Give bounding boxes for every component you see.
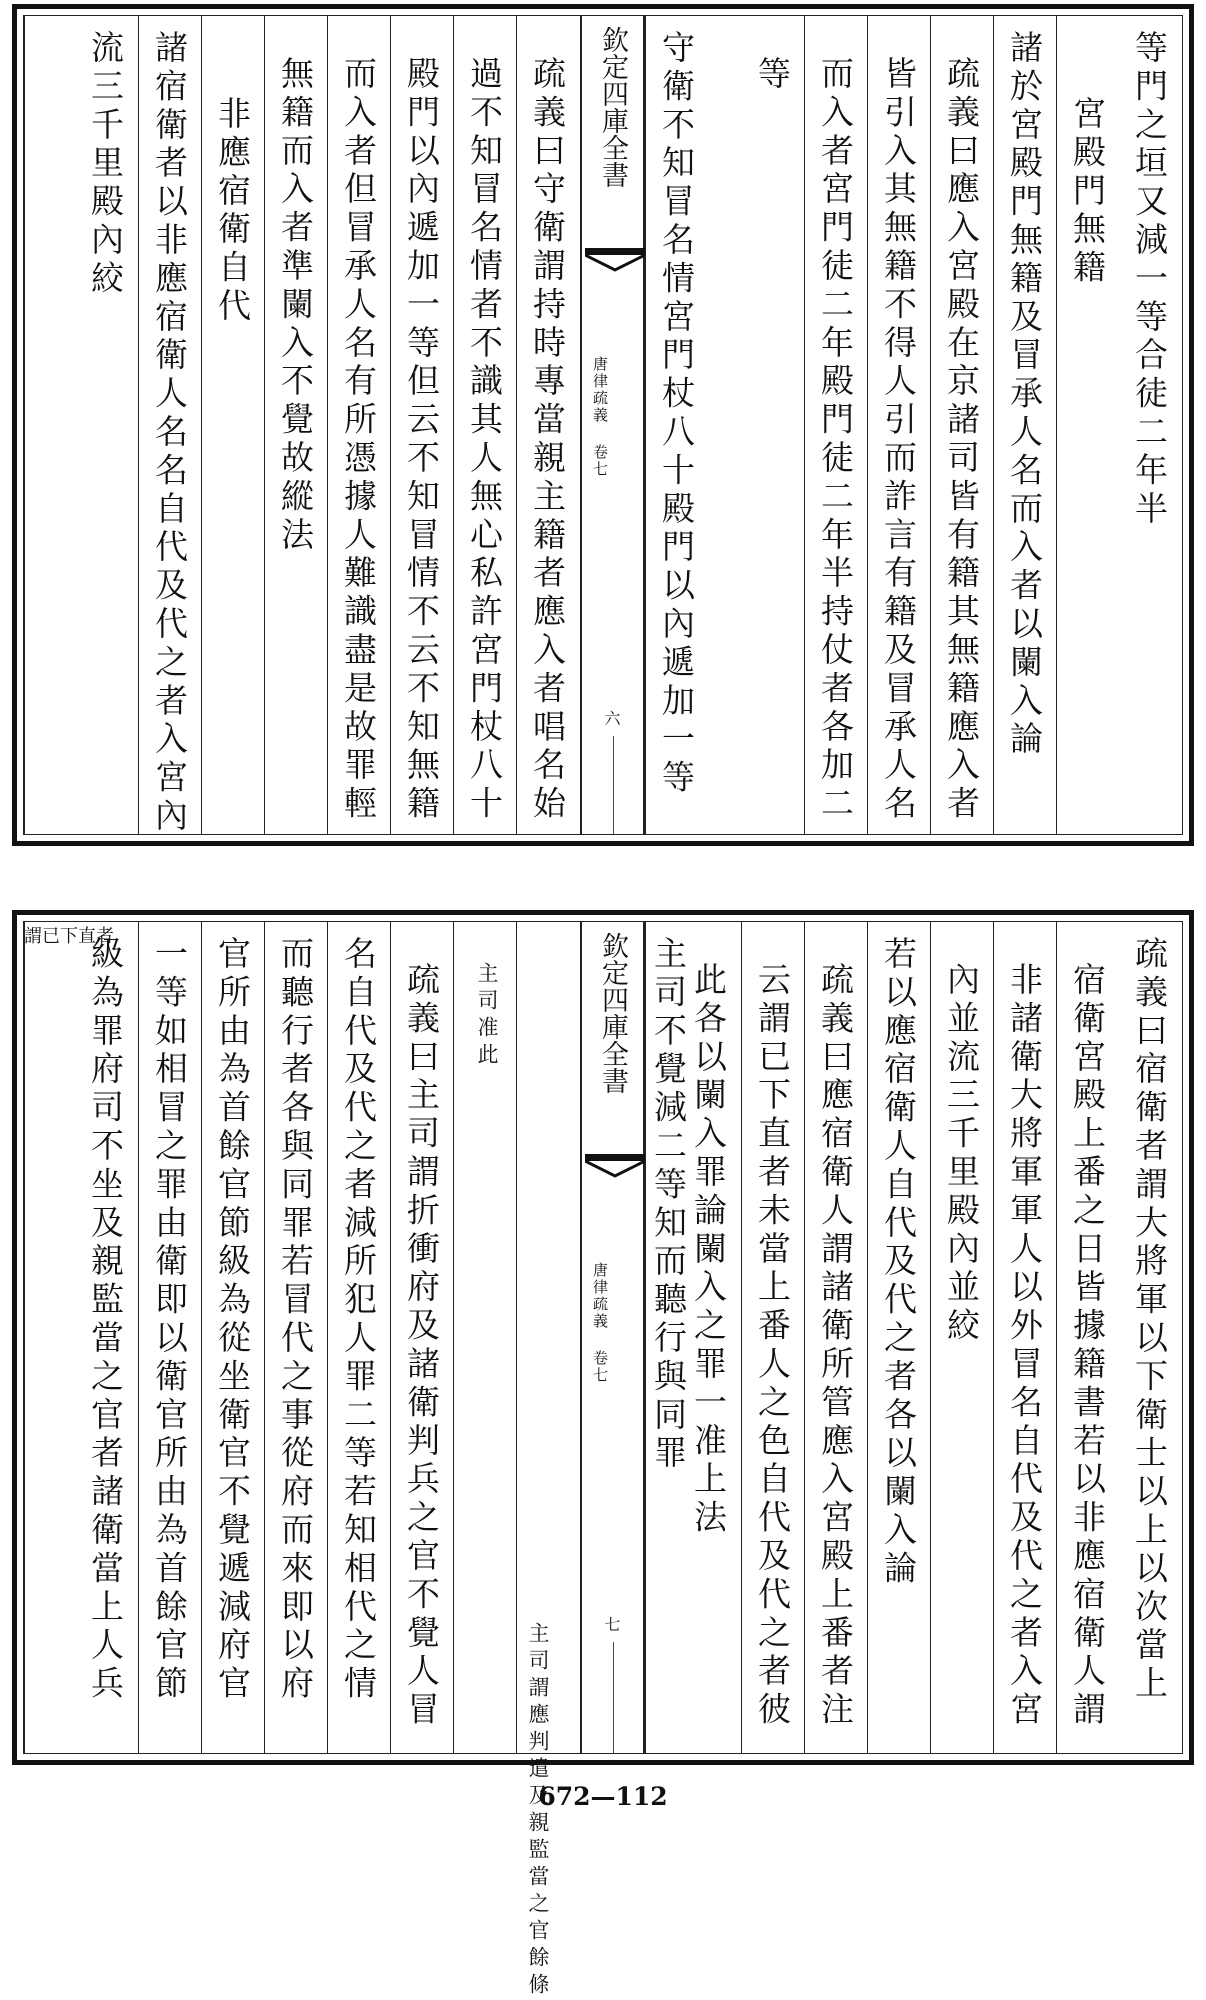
column-text: 內並流三千里殿內並絞: [942, 962, 981, 1346]
text-column: [645, 16, 804, 834]
column-text: 無籍而入者準闌入不覺故縱法: [276, 56, 315, 556]
text-column: [390, 16, 453, 834]
text-column: [867, 16, 930, 834]
column-text: 殿門以內遞加一等但云不知冒情不云不知無籍: [402, 56, 441, 824]
column-text: 疏義曰宿衛者謂大將軍以下衛士以上以次當上: [1130, 936, 1169, 1704]
column-text: 疏義曰守衛謂持時專當親主籍者應入者唱名始: [528, 56, 567, 824]
column-text: 一等如相冒之罪由衛即以衛官所由為首餘官節: [150, 936, 189, 1704]
text-column: [1056, 16, 1119, 834]
column-text: 而入者但冒承人名有所憑據人難識盡是故罪輕: [339, 56, 378, 824]
column-text: 宿衛宮殿上番之日皆據籍書若以非應宿衛人謂: [1068, 962, 1107, 1730]
spine-subtitle: 唐律疏義 卷七: [591, 1262, 609, 1384]
fishtail-mark-icon: [585, 248, 645, 278]
column-text: 流三千里殿內絞: [86, 30, 125, 299]
column-text: 疏義曰主司謂折衝府及諸衛判兵之官不覺人冒: [402, 962, 441, 1730]
column-text: 皆引入其無籍不得人引而詐言有籍及冒承人名: [879, 56, 918, 824]
column-text: 諸於宮殿門無籍及冒承人名而入者以闌入論: [1005, 30, 1044, 760]
column-text: 等門之垣又減一等合徒二年半: [1130, 30, 1169, 530]
text-column: [327, 16, 390, 834]
spine-line: [613, 736, 614, 834]
column-text: 級為罪府司不坐及親監當之官者諸衛當上人兵: [86, 936, 125, 1704]
text-column: [993, 16, 1056, 834]
text-column: [993, 922, 1056, 1753]
text-column: [741, 922, 804, 1753]
small-note: 謂已下直者: [24, 926, 114, 947]
spine-page-number: 六: [604, 709, 621, 728]
column-text: 宮殿門無籍: [1068, 96, 1107, 288]
text-column: [867, 922, 930, 1753]
small-note: 主司謂應判遣及親監當之官餘條: [526, 1622, 550, 2000]
text-column: [201, 16, 264, 834]
text-column: [930, 16, 993, 834]
spine-line: [613, 1642, 614, 1753]
text-column: [24, 922, 138, 1753]
book-spine: [580, 922, 645, 1753]
text-column: [1119, 16, 1182, 834]
text-column: [201, 922, 264, 1753]
column-text: 若以應宿衛人自代及代之者各以闌入論: [879, 936, 918, 1589]
text-column: [804, 16, 867, 834]
text-column: [804, 922, 867, 1753]
column-text: 等: [753, 56, 792, 95]
spine-page-number: 七: [604, 1615, 621, 1634]
column-text: 名自代及代之者減所犯人罪二等若知相代之情: [339, 936, 378, 1704]
text-column: [516, 922, 580, 2000]
spine-title: 欽定四庫全書: [597, 26, 628, 188]
column-text: 諸宿衛者以非應宿衛人名名自代及代之者入宮內: [150, 30, 189, 837]
text-column: [327, 922, 390, 1753]
text-column: [453, 922, 516, 1753]
column-text: 云謂已下直者未當上番人之色自代及代之者彼: [753, 962, 792, 1730]
column-text: 而聽行者各與同罪若冒代之事從府而來即以府: [276, 936, 315, 1704]
text-column: [1056, 922, 1119, 1753]
book-spine: [580, 16, 645, 834]
spine-title: 欽定四庫全書: [597, 932, 628, 1094]
column-text: 疏義曰應入宮殿在京諸司皆有籍其無籍應入者: [942, 56, 981, 824]
text-column: [453, 16, 516, 834]
text-column: [264, 922, 327, 1753]
column-text: 主司不覺減二等知而聽行與同罪: [649, 936, 688, 1474]
column-text: 此各以闌入罪論闌入之罪一准上法: [689, 962, 728, 1538]
text-column: [24, 16, 138, 834]
column-text: 而入者宮門徒二年殿門徒二年半持仗者各加二: [816, 56, 855, 824]
column-text: 過不知冒名情者不識其人無心私許宮門杖八十: [465, 56, 504, 824]
text-column: [264, 16, 327, 834]
text-column: [138, 922, 201, 1753]
text-column: [1119, 922, 1182, 1753]
text-column: [930, 922, 993, 1753]
column-text: 疏義曰應宿衛人謂諸衛所管應入宮殿上番者注: [816, 962, 855, 1730]
spine-subtitle: 唐律疏義 卷七: [591, 356, 609, 478]
page-footer: 672—112: [538, 1782, 668, 1811]
page-frame: [23, 15, 1183, 835]
column-text: 官所由為首餘官節級為從坐衛官不覺遞減府官: [213, 936, 252, 1704]
fishtail-mark-icon: [585, 1154, 645, 1184]
small-note: 主司准此: [475, 962, 499, 1070]
column-text: 守衛不知冒名情宮門杖八十殿門以內遞加一等: [657, 30, 696, 798]
column-text: 非諸衛大將軍軍人以外冒名自代及代之者入宮: [1005, 962, 1044, 1730]
text-column: [138, 16, 201, 837]
document-page-top: [12, 4, 1194, 846]
text-column: [390, 922, 453, 1753]
text-column: [645, 922, 741, 1753]
column-text: 非應宿衛自代: [213, 96, 252, 327]
text-column: [516, 16, 580, 834]
